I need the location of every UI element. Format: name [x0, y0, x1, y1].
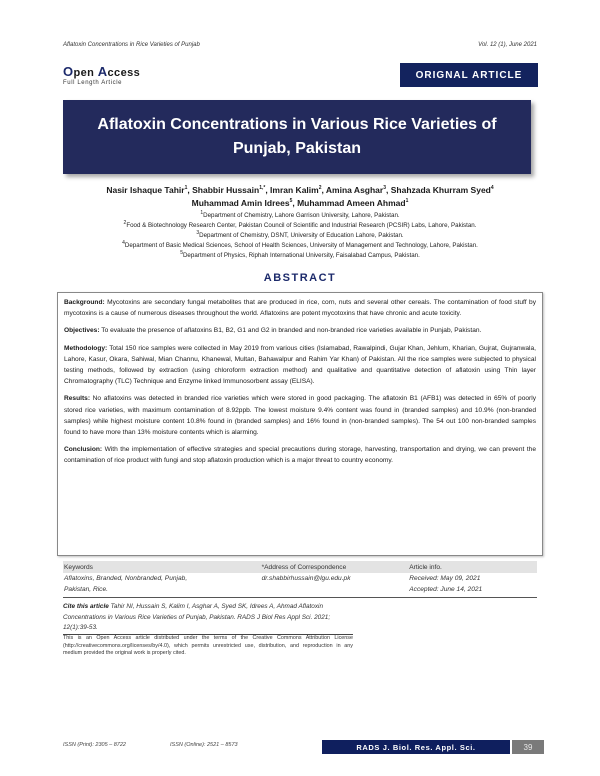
- accepted-date: Accepted: June 14, 2021: [409, 585, 483, 593]
- article-type-badge: ORIGNAL ARTICLE: [400, 63, 538, 87]
- affiliation: $^5$Department of Physics, Riphah International University, Faisalabad Campus, Pakistan.: [180, 249, 420, 259]
- author: Amina Asghar$^3$,: [325, 185, 391, 195]
- paper-title: Aflatoxin Concentrations in Various Rice Varieties of Punjab, Pakistan: [97, 116, 497, 157]
- received-date: Received: May 09, 2021: [409, 575, 481, 582]
- divider: [63, 597, 537, 598]
- abstract-heading: ABSTRACT: [263, 272, 337, 284]
- page-number: 39: [512, 740, 544, 754]
- author: Shabbir Hussain$^{1,*}$,: [192, 185, 271, 195]
- info-header-row: [63, 561, 537, 573]
- affiliation: $^3$Department of Chemistry, DSNT, University of Education Lahore, Pakistan.: [196, 229, 404, 239]
- article-dates: [409, 574, 537, 595]
- author-list: [50, 184, 550, 210]
- article-info-label: Article info.: [409, 563, 442, 571]
- affiliation: $^4$Department of Basic Medical Sciences, School of Health Sciences, University of Management and Technology, Lahore, Pakistan.: [122, 239, 478, 249]
- affiliation: $^2$Food & Biotechnology Research Center, Pakistan Council of Scientific and Industrial Research (PCSIR) Labs, Lahore, Pakistan.: [123, 219, 477, 229]
- author: Imran Kalim$^2$,: [270, 185, 326, 195]
- running-head-volume: Vol. 12 (1), June 2021: [478, 42, 537, 48]
- title-banner: [63, 100, 531, 174]
- abstract-methodology: Methodology: Total 150 rice samples were collected in May 2019 from various cities (Islamabad, Rawalpindi, Gujar Khan, Jehlum, Kharian, Gujrat, Gujranwala, Lahore, Kasur, Okara, Sahiwal, Mian Channu, Khanewal, Multan, Bahawalpur and Rahim Yar Khan) of Pakistan. All the rice samples were subjected to physical testing methods, followed by extraction (using chloroform extraction method) and qualitative and quantitative detection of aflatoxin using Thin layer Chromatography (TLC) Technique and Enzyme linked Immunosorbent assay (ELISA).: [64, 344, 536, 386]
- abstract-objectives: Objectives: To evaluate the presence of aflatoxins B1, B2, G1 and G2 in branded and non-branded rice varieties available in Punjab, Pakistan.: [64, 327, 482, 335]
- abstract-background: Background: Mycotoxins are secondary fungal metabolites that are produced in rice, corn, nuts and several other cereals. The contamination of food stuff by mycotoxins is a cause of numerous diseases throughout the world. Aflatoxins are potent mycotoxins that have chronic and acute toxicity.: [64, 299, 536, 318]
- info-row: [63, 573, 537, 595]
- author: Nasir Ishaque Tahir$^1$,: [106, 185, 193, 195]
- affiliation-list: [50, 211, 550, 261]
- running-head: [63, 42, 537, 54]
- author: Shahzada Khurram Syed$^4$: [390, 185, 494, 195]
- open-access-title: Open Access: [63, 64, 141, 79]
- abstract-results: Results: No aflatoxins was detected in branded rice varieties which were stored in good packaging. The aflatoxin B1 (AFB1) was detected in 65% of poorly stored rice varieties, with maximum contamination of 8.92ppb. The lowest moisture 9.4% content was found in (branded samples) and 10.9% (non-branded samples) while highest moisture content 10.8% found in (branded samples) and 16% found in (non-branded samples). The 54 out 100 non-branded samples found to have more than 13% moisture contents which is alarming.: [64, 395, 536, 437]
- keywords-label: Keywords: [64, 563, 93, 571]
- abstract-box: [57, 292, 543, 556]
- running-head-title: Aflatoxin Concentrations in Rice Varieties of Punjab: [63, 42, 200, 48]
- affiliation: $^1$Department of Chemistry, Lahore Garrison University, Lahore, Pakistan.: [200, 209, 400, 219]
- author: Muhammad Ameen Ahmad$^1$: [297, 198, 409, 208]
- correspondence-email[interactable]: dr.shabbirhussain@lgu.edu.pk: [261, 575, 351, 582]
- article-info-table: [63, 561, 537, 598]
- issn-print: ISSN (Print): 2305 – 8722: [63, 742, 126, 748]
- open-access-logo: [63, 64, 140, 86]
- license-text: This is an Open Access article distributed under the terms of the Creative Commons Attribution License (http://creativecommons.org/licenses/by/4.0), which permits unrestricted use, distribution, and reproduction in any medium provided the original work is properly cited.: [63, 635, 353, 656]
- citation: Cite this article Tahir NI, Hussain S, Kalim I, Asghar A, Syed SK, Idrees A, Ahmad Aflatoxin Concentrations in Various Rice Varieties of Punjab, Pakistan. RADS J Biol Res Appl Sci. 2021; 12(1):39-53.: [63, 603, 331, 631]
- keywords-value: Aflatoxins, Branded, Nonbranded, Punjab, Pakistan, Rice.: [64, 575, 188, 593]
- correspondence-label: *Address of Correspondence: [261, 563, 347, 571]
- issn-online: ISSN (Online): 2521 – 8573: [170, 742, 238, 748]
- author: Muhammad Amin Idrees$^5$,: [191, 198, 298, 208]
- journal-name-badge: RADS J. Biol. Res. Appl. Sci.: [322, 740, 510, 754]
- abstract-conclusion: Conclusion: With the implementation of effective strategies and special precautions during storage, harvesting, transportation and drying, we can prevent the contamination of rice product with fungi and stop aflatoxin production which is a major threat to country economy.: [64, 446, 536, 465]
- article-type-subtitle: Full Length Article: [63, 80, 123, 86]
